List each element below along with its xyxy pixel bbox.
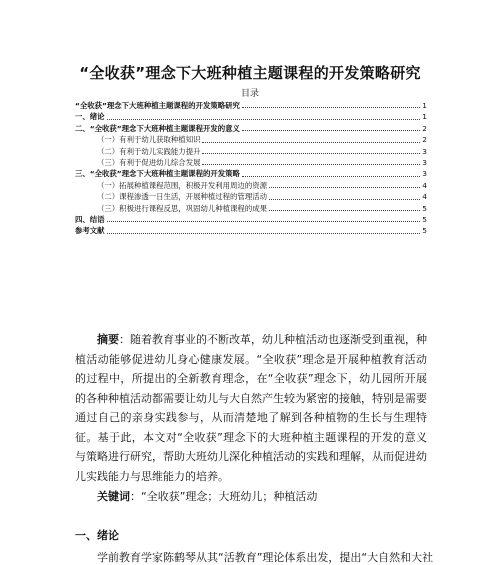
toc-entry[interactable] xyxy=(75,146,427,157)
toc-entry[interactable] xyxy=(75,134,427,145)
toc-entry-page: 5 xyxy=(422,203,427,213)
toc-entry[interactable] xyxy=(75,180,427,191)
toc-leader-dots xyxy=(269,198,420,200)
toc-leader-dots xyxy=(202,152,420,154)
toc-heading: 目录 xyxy=(240,89,259,99)
toc-entry-page: 4 xyxy=(422,192,427,202)
section-paragraph: 学前教育学家陈鹤琴从其“活教育”理论体系出发，提出“大自然和大社 xyxy=(97,551,434,564)
table-of-contents xyxy=(75,100,427,237)
toc-entry-page: 4 xyxy=(422,180,427,190)
toc-entry-text: 二、“全收获”理念下大班种植主题课程开发的意义 xyxy=(75,123,240,133)
toc-entry[interactable] xyxy=(75,111,427,122)
abstract-text: ：随着教育事业的不断改革，幼儿种植活动也逐渐受到重视，种植活动能够促进幼儿身心健康发展。“全收获”理念是开展种植教育活动的过程中，所提出的全新教育理念，在“全收获”理念下，幼儿园所开展的各种种植活动都需要让幼儿与大自然产生较为紧密的接触，特别是需要通过自己的亲身实践参与，从而清楚地了解到各种植物的生长与生理特征。基于此，本文对“全收获”理念下的大班种植主题课程的开发的意义与策略进行研究，帮助大班幼儿深化种植活动的实践和理解，从而促进幼儿实践能力与思维能力的培养。 xyxy=(75,333,427,483)
toc-entry[interactable] xyxy=(75,214,427,225)
toc-leader-dots xyxy=(107,220,421,222)
toc-entry-page: 3 xyxy=(422,146,427,156)
toc-entry-page: 5 xyxy=(422,214,427,224)
toc-entry[interactable] xyxy=(75,203,427,214)
toc-leader-dots xyxy=(242,129,420,131)
toc-entry-text: （二）有利于幼儿实践能力提升 xyxy=(97,146,201,156)
toc-entry-text: 三、“全收获”理念下大班种植主题课程的开发策略 xyxy=(75,169,240,179)
document-title: “全收获”理念下大班种植主题课程的开发策略研究 xyxy=(79,64,421,82)
toc-entry-text: 一、绪论 xyxy=(75,112,105,122)
toc-leader-dots xyxy=(269,209,420,211)
keywords-text: ：“全收获”理念；大班幼儿；种植活动 xyxy=(130,490,318,503)
toc-entry-page: 1 xyxy=(422,100,427,110)
abstract-paragraph xyxy=(75,330,427,486)
toc-entry-text: （三）积极进行课程反思，巩固幼儿种植课程的成果 xyxy=(97,203,267,213)
keywords-line xyxy=(97,488,317,504)
toc-leader-dots xyxy=(242,175,420,177)
toc-entry[interactable] xyxy=(75,157,427,168)
section-heading: 一、绪论 xyxy=(75,529,119,542)
toc-entry-text: “全收获”理念下大班种植主题课程的开发策略研究 xyxy=(75,100,240,110)
toc-entry[interactable] xyxy=(75,225,427,236)
toc-entry[interactable] xyxy=(75,100,427,111)
toc-entry-page: 5 xyxy=(422,226,427,236)
toc-leader-dots xyxy=(242,106,420,108)
toc-leader-dots xyxy=(269,186,420,188)
toc-entry-page: 3 xyxy=(422,169,427,179)
toc-entry[interactable] xyxy=(75,123,427,134)
toc-entry-page: 3 xyxy=(422,157,427,167)
toc-entry-text: （一）拓展种植课程范围，积极开发利用周边的资源 xyxy=(97,180,267,190)
toc-entry-text: 参考文献 xyxy=(75,226,105,236)
abstract-label: 摘要 xyxy=(97,333,119,346)
toc-entry[interactable] xyxy=(75,168,427,179)
keywords-label: 关键词 xyxy=(97,490,130,503)
toc-leader-dots xyxy=(202,141,420,143)
toc-entry-page: 2 xyxy=(422,135,427,145)
toc-entry-page: 2 xyxy=(422,123,427,133)
toc-entry-page: 1 xyxy=(422,112,427,122)
toc-entry-text: 四、结语 xyxy=(75,214,105,224)
toc-entry-text: （三）有利于促进幼儿综合发展 xyxy=(97,157,201,167)
toc-leader-dots xyxy=(107,232,421,234)
toc-entry-text: （二）课程渗透一日生活，开展种植过程的管理活动 xyxy=(97,192,267,202)
toc-leader-dots xyxy=(107,118,421,120)
toc-entry-text: （一）有利于幼儿获取种植知识 xyxy=(97,135,201,145)
toc-leader-dots xyxy=(202,163,420,165)
toc-entry[interactable] xyxy=(75,191,427,202)
